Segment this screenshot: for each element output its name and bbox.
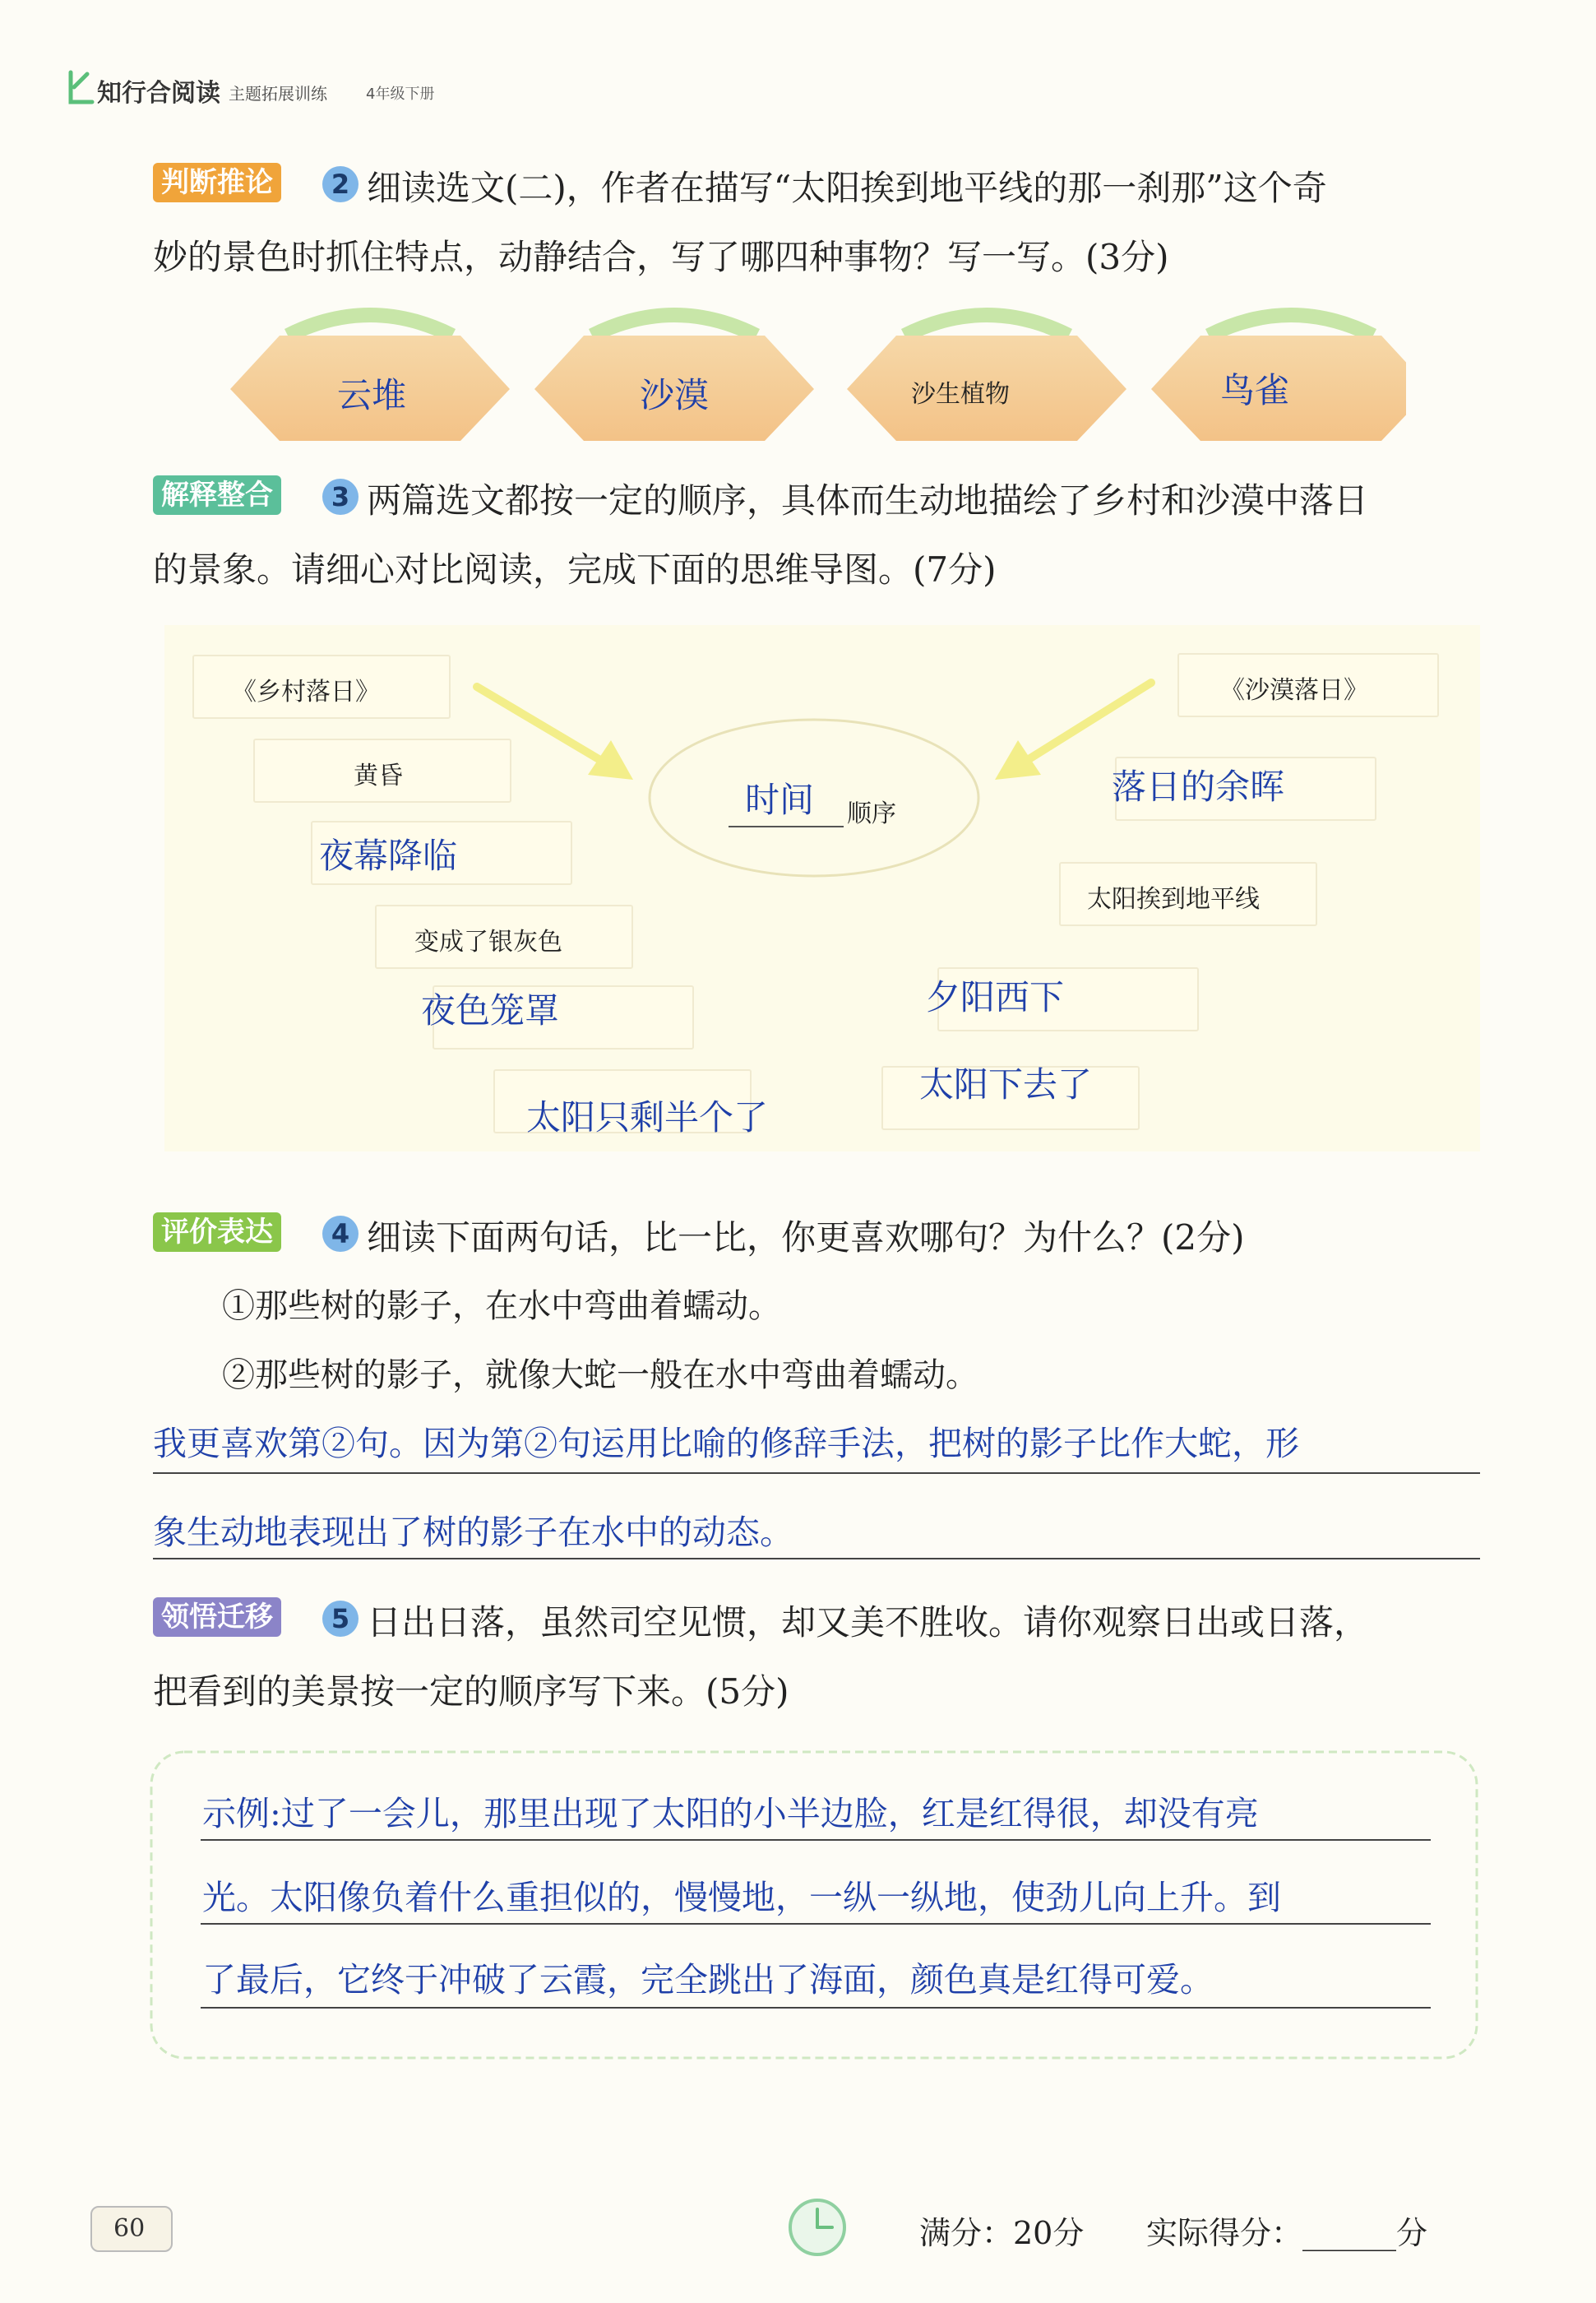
q2-tag: 判断推论 [153,163,281,202]
q4-answer-rule-1 [153,1472,1480,1474]
left-node-3: 变成了银灰色 [414,928,562,957]
clock-icon [786,2196,849,2259]
q5-answer-line3: 了最后，它终于冲破了云霞，完全跳出了海面，颜色真是红得可爱。 [202,1960,1214,1999]
left-node-5: 太阳只剩半个了 [526,1097,769,1138]
q2-line1: 细读选文(二)，作者在描写“太阳挨到地平线的那一刹那”这个奇 [367,168,1327,208]
mindmap-left-title: 《乡村落日》 [232,678,380,707]
right-node-4: 太阳下去了 [919,1064,1093,1105]
left-node-4: 夜色笼罩 [421,990,560,1031]
q3-line1: 两篇选文都按一定的顺序，具体而生动地描绘了乡村和沙漠中落日 [367,480,1369,521]
q5-number: 5 [322,1601,359,1637]
right-node-1: 落日的余晖 [1112,767,1285,807]
header-brand: 知行合阅读 [97,79,220,108]
mindmap-center-suffix: 顺序 [847,799,896,828]
left-node-2: 夜幕降临 [319,836,458,876]
mindmap-center-answer: 时间 [745,780,815,820]
q4-sentence-1: ①那些树的影子，在水中弯曲着蠕动。 [222,1287,781,1325]
mindmap-right-title: 《沙漠落日》 [1220,676,1368,705]
brand-logo-icon [66,69,97,107]
q4-number: 4 [322,1216,359,1252]
q5-line1: 日出日落，虽然司空见惯，却又美不胜收。请你观察日出或日落， [367,1602,1369,1643]
q2-answer-4: 鸟雀 [1220,370,1290,410]
actual-score: 实际得分：______分 [1146,2215,1428,2251]
q5-answer-line2: 光。太阳像负着什么重担似的，慢慢地，一纵一纵地，使劲儿向上升。到 [202,1878,1281,1917]
q5-answer-line1: 示例:过了一会儿，那里出现了太阳的小半边脸，红是红得很，却没有亮 [202,1794,1259,1833]
q3-number: 3 [322,479,359,515]
q5-answer-rule-3 [201,2007,1431,2009]
full-score: 满分：20分 [919,2215,1085,2251]
header-grade: 4年级下册 [366,86,435,103]
q3-line2: 的景象。请细心对比阅读，完成下面的思维导图。(7分) [153,549,997,590]
q4-answer-line1: 我更喜欢第②句。因为第②句运用比喻的修辞手法，把树的影子比作大蛇，形 [153,1424,1299,1463]
q4-line1: 细读下面两句话，比一比，你更喜欢哪句？为什么？(2分) [367,1217,1245,1258]
q4-tag: 评价表达 [153,1212,281,1252]
q5-answer-rule-1 [201,1839,1431,1841]
q2-number: 2 [322,166,359,202]
q2-answer-2: 沙漠 [640,375,710,415]
q2-answer-1: 云堆 [337,375,407,415]
right-node-3: 夕阳西下 [926,977,1065,1017]
q5-tag: 领悟迁移 [153,1597,281,1637]
left-node-1: 黄昏 [354,762,403,790]
page-number: 60 [113,2214,146,2243]
q3-tag: 解释整合 [153,475,281,515]
q2-line2: 妙的景色时抓住特点，动静结合，写了哪四种事物？写一写。(3分) [153,237,1169,277]
header-subtitle: 主题拓展训练 [229,84,327,104]
q4-answer-rule-2 [153,1558,1480,1559]
q2-answer-3: 沙生植物 [911,380,1010,409]
q4-sentence-2: ②那些树的影子，就像大蛇一般在水中弯曲着蠕动。 [222,1356,978,1394]
right-node-2: 太阳挨到地平线 [1087,885,1260,914]
q5-line2: 把看到的美景按一定的顺序写下来。(5分) [153,1671,789,1712]
q5-answer-rule-2 [201,1923,1431,1925]
mindmap-center-blank [729,826,844,827]
q4-answer-line2: 象生动地表现出了树的影子在水中的动态。 [153,1513,793,1552]
